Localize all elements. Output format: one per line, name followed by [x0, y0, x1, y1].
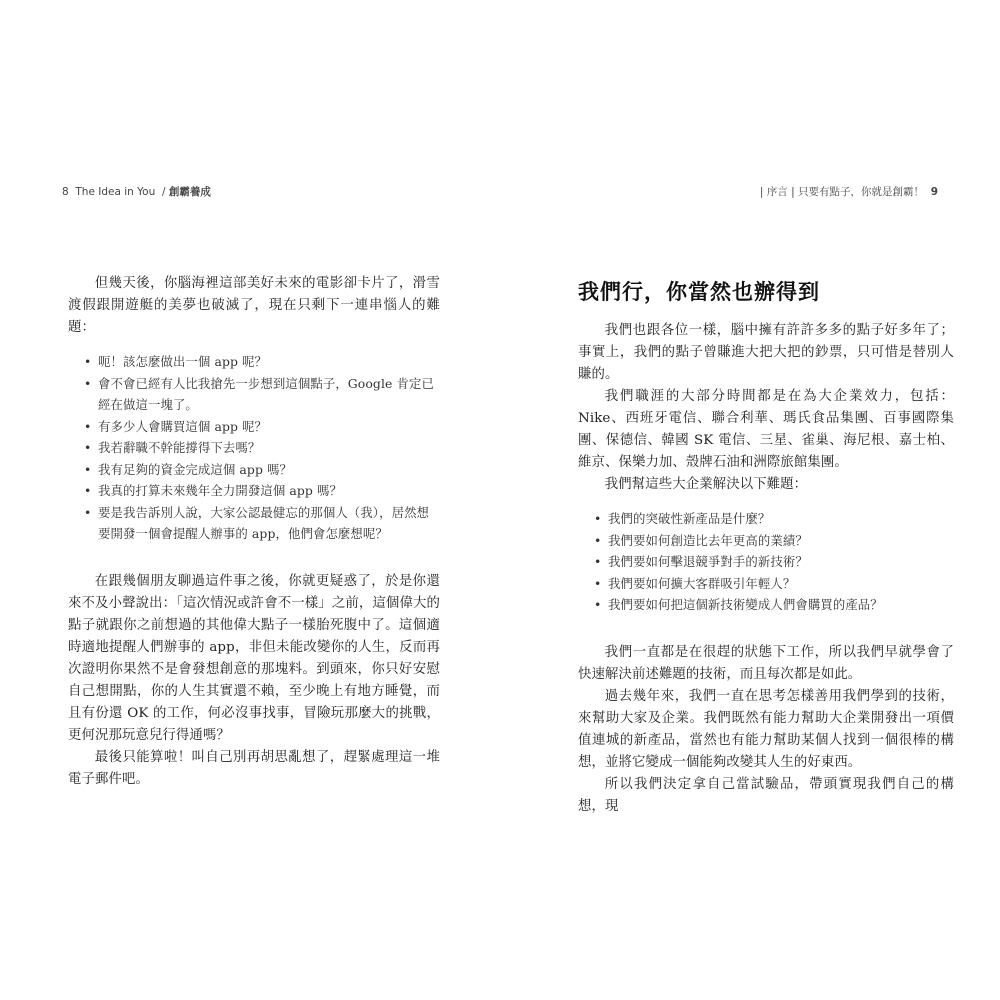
bullet-text: 我們要如何擊退競爭對手的新技術？: [608, 554, 808, 569]
body-paragraph: 但幾天後，你腦海裡這部美好未來的電影卻卡片了，滑雪渡假跟開遊艇的美夢也破滅了，現在只剩下一連串惱人的難題：: [68, 276, 440, 335]
left-text-column: [68, 273, 440, 791]
bullet-marker: •: [84, 461, 92, 477]
body-paragraph: 我們職涯的大部分時間都是在為大企業效力，包括：Nike、西班牙電信、聯合利華、瑪氏食品集團、百事國際集團、保德信、韓國 SK 電信、三星、雀巢、海尼根、嘉士柏、維京、保樂力加、殼牌石油和洲際旅館集團。: [578, 389, 954, 470]
left-paragraphs-after: [68, 571, 440, 791]
body-paragraph: 我們幫這些大企業解決以下難題：: [604, 477, 808, 492]
section-heading: 我們行，你當然也辦得到: [578, 280, 820, 304]
head-separator: /: [161, 186, 166, 198]
bullet-text: 有多少人會購買這個 app 呢？: [98, 418, 268, 434]
bullet-text: 我們要如何擴大客群吸引年輕人？: [608, 575, 796, 591]
bullet-item: [578, 508, 954, 530]
bullet-item: [68, 437, 440, 459]
bullet-marker: •: [84, 375, 92, 391]
body-paragraph: 所以我們決定拿自己當試驗品，帶頭實現我們自己的構想，現: [578, 776, 954, 814]
body-paragraph: 過去幾年來，我們一直在思考怎樣善用我們學到的技術，來幫助大家及企業。我們既然有能力幫助大企業開發出一項價值連城的新產品，當然也有能力幫助某個人找到一個很棒的構想，並將它變成一個能夠改變其人生的好東西。: [578, 688, 954, 770]
bullet-text: 我有足夠的資金完成這個 app 嗎？: [98, 461, 293, 477]
bullet-marker: •: [84, 354, 92, 369]
bullet-text: 我們的突破性新產品是什麼？: [608, 511, 771, 526]
right-paragraphs-after: [578, 642, 954, 818]
bullet-item: [578, 594, 954, 616]
bullet-marker: •: [84, 483, 92, 498]
bullet-marker: •: [84, 418, 92, 434]
left-running-head: [62, 184, 211, 199]
bullet-text: 我們要如何創造比去年更高的業績？: [608, 532, 808, 548]
left-paragraphs-before: [68, 273, 440, 339]
series-name: The Idea in You: [75, 186, 156, 198]
book-title: 創霸養成: [168, 186, 211, 198]
left-page-number: 8: [62, 186, 69, 198]
bullet-item: [68, 373, 440, 416]
body-paragraph: 最後只能算啦！叫自己別再胡思亂想了，趕緊處理這一堆電子郵件吧。: [68, 749, 440, 787]
section-title: | 序言 | 只要有點子，你就是創霸！: [759, 186, 924, 198]
bullet-marker: •: [84, 440, 92, 455]
bullet-item: [68, 480, 440, 502]
bullet-marker: •: [594, 597, 602, 612]
bullet-item: [68, 502, 440, 545]
left-bullet-list: [68, 351, 440, 545]
right-page-number: 9: [930, 186, 938, 198]
bullet-item: [578, 530, 954, 552]
bullet-marker: •: [594, 575, 602, 591]
body-paragraph: 我們一直都是在很趕的狀態下工作，所以我們早就學會了快速解決前述難題的技術，而且每次都是如此。: [578, 644, 954, 682]
bullet-text: 我真的打算未來幾年全力開發這個 app 嗎？: [98, 483, 342, 498]
right-bullet-list: [578, 508, 954, 616]
bullet-text: 呃！該怎麼做出一個 app 呢？: [98, 354, 268, 369]
bullet-text: 我們要如何把這個新技術變成人們會購買的產品？: [608, 597, 883, 612]
right-running-head: [760, 184, 938, 199]
bullet-item: [68, 351, 440, 373]
bullet-marker: •: [84, 504, 92, 520]
bullet-marker: •: [594, 554, 602, 569]
right-page: [500, 0, 1000, 1000]
right-text-column: [578, 278, 954, 818]
bullet-item: [68, 459, 440, 481]
bullet-text: 會不會已經有人比我搶先一步想到這個點子，Google 肯定已經在做這一塊了。: [98, 375, 434, 412]
bullet-text: 我若辭職不幹能撐得下去嗎？: [98, 440, 261, 455]
bullet-marker: •: [594, 532, 602, 548]
bullet-item: [578, 551, 954, 573]
right-paragraphs-before: [578, 320, 954, 496]
body-paragraph: 我們也跟各位一樣，腦中擁有許許多多的點子好多年了；事實上，我們的點子曾賺進大把大把的鈔票，只可惜是替別人賺的。: [578, 323, 954, 382]
bullet-marker: •: [594, 511, 602, 526]
body-paragraph: 在跟幾個朋友聊過這件事之後，你就更疑惑了，於是你還來不及小聲說出：「這次情況或許會不一樣」之前，這個偉大的點子就跟你之前想過的其他偉大點子一樣胎死腹中了。這個適時適地提醒人們辦事的 app，非但未能改變你的人生，反而再次證明你果然不是會發想創意的那塊料。到頭來，你只好安慰自己想開點，你的人生其實還不賴，至少晚上有地方睡覺，而且有份還 OK 的工作，何必沒事找事，冒險玩那麼大的挑戰，更何況那玩意兒行得通嗎？: [68, 573, 440, 743]
bullet-item: [578, 573, 954, 595]
bullet-item: [68, 416, 440, 438]
bullet-text: 要是我告訴別人說，大家公認最健忘的那個人（我），居然想要開發一個會提醒人辦事的 app，他們會怎麼想呢？: [98, 504, 430, 541]
